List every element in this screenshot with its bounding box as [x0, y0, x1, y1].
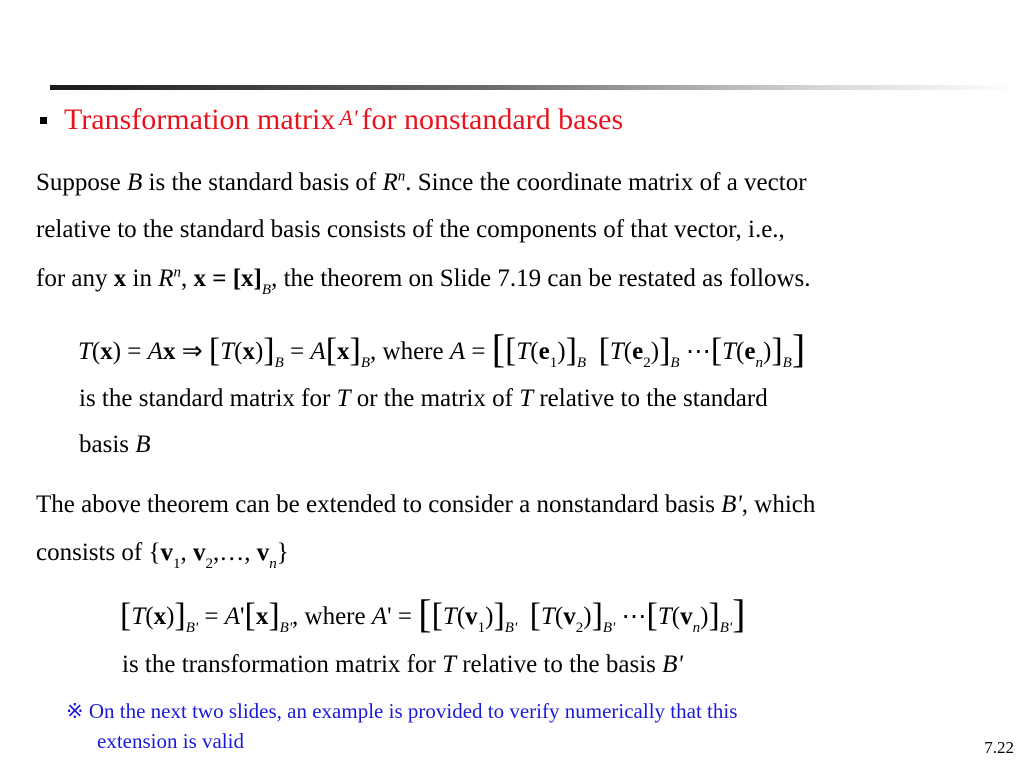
page-number: 7.22 — [984, 738, 1014, 757]
reference-mark-icon: ※ — [66, 699, 84, 723]
slide-title: Transformation matrix A' for nonstandard bases — [40, 100, 623, 142]
paragraph1-line1: Suppose B is the standard basis of $R^n$. Since the coordinate matrix of a vector — [36, 168, 807, 196]
equation2-desc: is the transformation matrix for T relative to the basis B' — [122, 651, 683, 678]
paragraph1-line2: relative to the standard basis consists of the components of that vector, i.e., — [36, 216, 785, 243]
equation1: T(x) = Ax ⇒ $[T(x)]_B = A[x]_B$, where $A = [[T(e_1)]_B$ $[T(e_2)]_B$ $\cdots[T(e_n)]_B$] — [78, 326, 806, 371]
equation1-desc-line2: basis B — [79, 431, 151, 458]
note-line1: ※ On the next two slides, an example is provided to verify numerically that this — [66, 699, 738, 723]
title-rule — [50, 85, 1020, 90]
paragraph2-line1: The above theorem can be extended to consider a nonstandard basis B', which — [36, 491, 816, 518]
note-line2: extension is valid — [97, 729, 244, 753]
equation1-desc-line1: is the standard matrix for T or the matrix of T relative to the standard — [79, 385, 768, 412]
paragraph2-line2: consists of {$v_1$, $v_2,\dots$, $v_n$} — [36, 539, 289, 572]
bullet-icon — [40, 117, 47, 124]
paragraph1-line3: for any x in $R^n$, $x = [x]_B$, the theorem on Slide 7.19 can be restated as follows. — [36, 264, 811, 298]
equation2: $[T(x)]_{B'} = A'[x]_{B'}$, where $A' = [[T(v_1)]_{B'}$ $[T(v_2)]_{B'}$ $\cdots[T(v_n)]_{B'}$] — [120, 591, 746, 636]
